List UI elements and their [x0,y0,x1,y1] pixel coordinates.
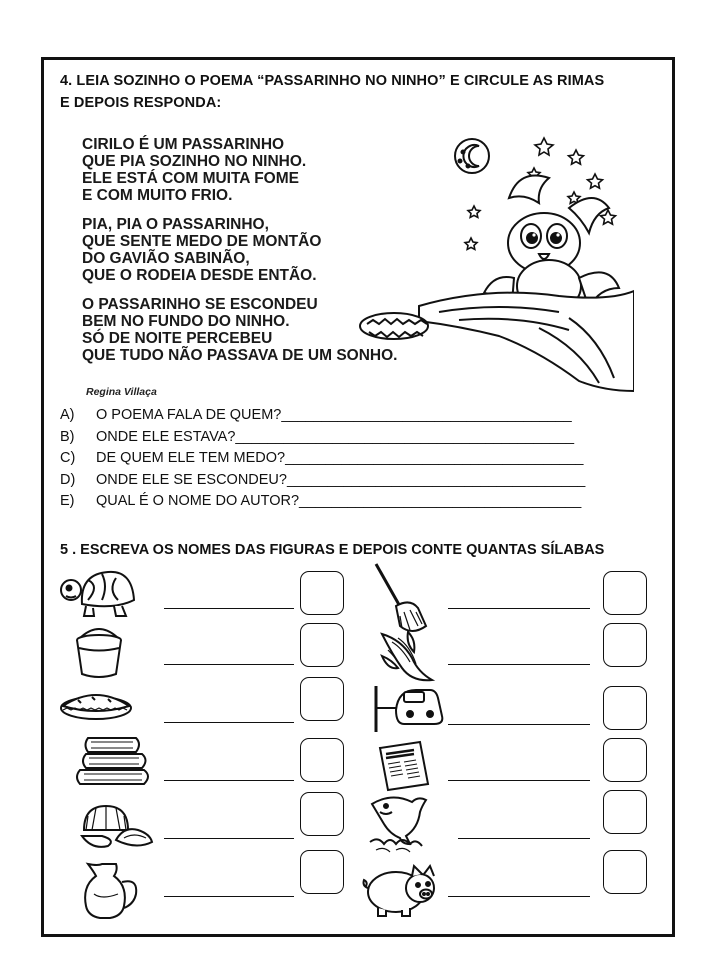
answer-line[interactable] [448,780,590,781]
poem-line: CIRILO É UM PASSARINHO [82,136,285,153]
jug-icon [82,858,144,920]
question-text[interactable]: O POEMA FALA DE QUEM?____________________________________ [96,407,572,423]
poem-line: QUE PIA SOZINHO NO NINHO. [82,153,307,170]
answer-line[interactable] [164,780,294,781]
poem-author: Regina Villaça [86,386,157,398]
question-4-title-line2: E DEPOIS RESPONDA: [60,95,222,111]
answer-line[interactable] [448,664,590,665]
answer-line[interactable] [458,838,590,839]
poem-line: E COM MUITO FRIO. [82,187,233,204]
dolphin-icon [366,794,434,856]
poem-line: QUE TUDO NÃO PASSAVA DE UM SONHO. [82,347,398,364]
syllable-box[interactable] [300,571,344,615]
syllable-box[interactable] [603,623,647,667]
books-icon [74,734,154,788]
question-4-title [60,70,660,114]
syllable-box[interactable] [300,792,344,836]
question-letter: E) [60,493,75,509]
question-text[interactable]: ONDE ELE ESTAVA?__________________________________________ [96,428,575,445]
question-4-answers [60,405,660,513]
bucket-icon [70,624,128,680]
bird-icon [484,176,619,313]
question-row [60,448,660,470]
syllable-box[interactable] [603,850,647,894]
newspaper-icon [376,738,432,794]
poem-line: DO GAVIÃO SABINÃO, [82,250,250,267]
poem-line: BEM NO FUNDO DO NINHO. [82,313,290,330]
poem-line: O PASSARINHO SE ESCONDEU [82,296,318,313]
question-4-title-line1: 4. LEIA SOZINHO O POEMA “PASSARINHO NO NINHO” E CIRCULE AS RIMAS [60,73,605,89]
corn-icon [378,626,436,684]
answer-line[interactable] [448,896,590,897]
syllable-box[interactable] [300,738,344,782]
question-text[interactable]: ONDE ELE SE ESCONDEU?_____________________________________ [96,471,586,488]
syllable-box[interactable] [603,686,647,730]
question-row [60,405,660,427]
syllable-box[interactable] [603,738,647,782]
question-letter: A) [60,407,75,423]
answer-line[interactable] [164,838,294,839]
broom-icon [372,562,432,634]
question-5-title: 5 . ESCREVA OS NOMES DAS FIGURAS E DEPOIS CONTE QUANTAS SÍLABAS [60,542,605,558]
question-row [60,491,660,513]
iron-icon [374,684,444,734]
poem-line: ELE ESTÁ COM MUITA FOME [82,170,299,187]
shells-icon [76,800,156,852]
question-row [60,427,660,449]
pie-icon [58,688,134,722]
question-letter: B) [60,428,75,445]
branch-icon [360,291,634,391]
question-text[interactable]: DE QUEM ELE TEM MEDO?_____________________________________ [96,450,584,466]
poem-line: SÓ DE NOITE PERCEBEU [82,330,273,347]
syllable-box[interactable] [300,677,344,721]
answer-line[interactable] [164,608,294,609]
moon-icon [455,139,489,173]
question-text[interactable]: QUAL É O NOME DO AUTOR?___________________________________ [96,493,582,509]
question-row [60,470,660,492]
answer-line[interactable] [448,724,590,725]
answer-line[interactable] [164,664,294,665]
pig-icon [362,862,442,920]
question-letter: C) [60,450,76,466]
bird-on-branch-illustration [359,128,634,400]
syllable-box[interactable] [603,571,647,615]
answer-line[interactable] [164,896,294,897]
question-letter: D) [60,471,76,488]
syllable-box[interactable] [603,790,647,834]
poem-line: QUE O RODEIA DESDE ENTÃO. [82,267,317,284]
poem-panel [74,128,634,400]
syllable-box[interactable] [300,623,344,667]
poem-line: PIA, PIA O PASSARINHO, [82,216,269,233]
turtle-icon [58,566,136,618]
answer-line[interactable] [448,608,590,609]
answer-line[interactable] [164,722,294,723]
syllable-box[interactable] [300,850,344,894]
poem-line: QUE SENTE MEDO DE MONTÃO [82,233,322,250]
